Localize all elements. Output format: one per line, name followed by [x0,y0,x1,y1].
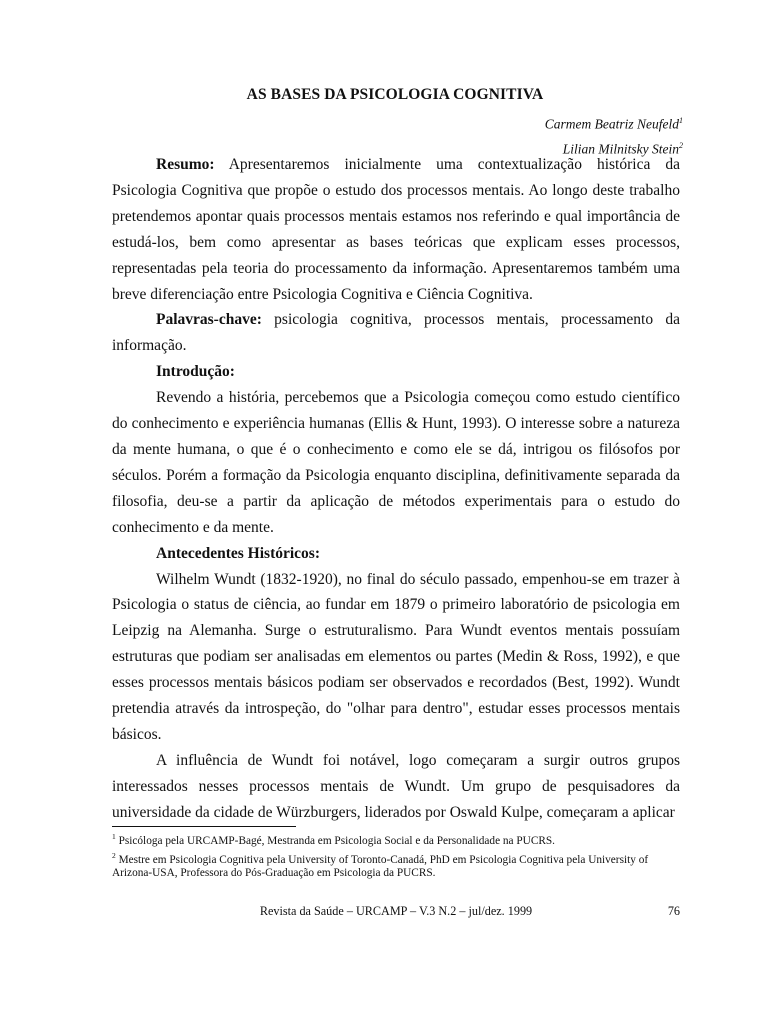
author-footnote-mark: 2 [679,140,683,150]
author-name: Lilian Milnitsky Stein [562,141,679,156]
author-1 [545,110,683,135]
journal-citation: Revista da Saúde – URCAMP – V.3 N.2 – jul/dez. 1999 [259,904,533,918]
keywords-paragraph [112,307,680,359]
footnote-separator [112,826,296,827]
paper-body [112,152,680,826]
abstract-label: Resumo: [156,156,215,173]
footnote-1 [112,830,680,849]
footnotes [112,830,680,881]
abstract-paragraph [112,152,680,307]
keywords-text: psicologia cognitiva, processos mentais, processamento da informação. [112,311,680,355]
section-heading-introducao: Introdução: [156,363,235,381]
page-number: 76 [667,904,680,918]
footnote-text: Psicóloga pela URCAMP-Bagé, Mestranda em Psicologia Social e da Personalidade na PUCRS. [115,834,556,847]
body-paragraph: Wilhelm Wundt (1832-1920), no final do século passado, empenhou-se em trazer à Psicologia o status de ciência, ao fundar em 1879 o primeiro laboratório de psicologia em Leipzig na Alemanha. Surge o estruturalismo. Para Wundt eventos mentais possuíam estruturas que podiam ser analisadas em elementos ou partes (Medin & Ross, 1992), e que esses processos mentais básicos podiam ser observados e recordados (Best, 1992). Wundt pretendia através da introspeção, do "olhar para dentro", estudar esses processos mentais básicos. [112,570,680,743]
abstract-text: Apresentaremos inicialmente uma contextualização histórica da Psicologia Cognitiva que propõe o estudo dos processos mentais. Ao longo deste trabalho pretendemos apontar quais processos mentais estamos nos referindo e qual importância de estudá-los, bem como apresentar as bases teóricas que explicam esses processos, representadas pela teoria do processamento da informação. Apresentaremos também uma breve diferenciação entre Psicologia Cognitiva e Ciência Cognitiva. [112,156,680,303]
footnote-mark: 1 [112,832,116,841]
author-footnote-mark: 1 [679,116,683,125]
author-name: Carmem Beatriz Neufeld [544,116,679,132]
body-paragraph: A influência de Wundt foi notável, logo começaram a surgir outros grupos interessados nesses processos mentais de Wundt. Um grupo de pesquisadores da universidade da cidade de Würzburgers, liderados por Oswald Kulpe, começaram a aplicar [112,751,680,821]
body-paragraph: Revendo a história, percebemos que a Psicologia começou como estudo científico do conhecimento e experiência humanas (Ellis & Hunt, 1993). O interesse sobre a natureza da mente humana, o que é o conhecimento e como ele se dá, intrigou os filósofos por séculos. Porém a formação da Psicologia enquanto disciplina, definitivamente separada da filosofia, deu-se a partir da aplicação de métodos experimentais para o estudo do conhecimento e da mente. [112,389,680,536]
footnote-2 [112,849,680,881]
footnote-text: Mestre em Psicologia Cognitiva pela University of Toronto-Canadá, PhD em Psicologia Cognitiva pela University of Arizona-USA, Professora do Pós-Graduação em Psicologia da PUCRS. [112,853,649,880]
footnote-mark: 2 [112,850,116,860]
keywords-label: Palavras-chave: [156,311,262,329]
paper-title: AS BASES DA PSICOLOGIA COGNITIVA [246,86,544,103]
section-heading-antecedentes: Antecedentes Históricos: [156,544,320,562]
